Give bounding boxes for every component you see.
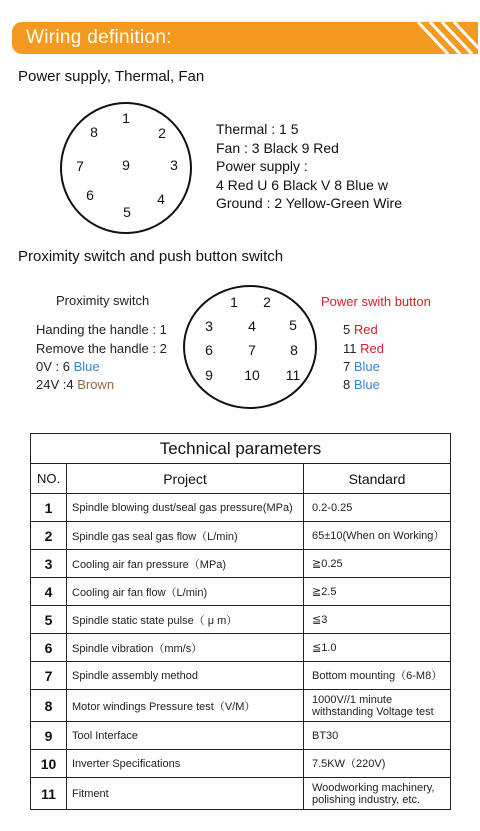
v24-color: Brown (77, 377, 115, 392)
power-button-title: Power swith button (321, 294, 431, 309)
table-header-row (31, 464, 451, 494)
button-item-2-num: 11 (343, 341, 361, 356)
row-no: 1 (31, 494, 67, 522)
row-standard: BT30 (304, 722, 451, 750)
row-standard: 7.5KW（220V) (304, 750, 451, 778)
row-standard: 1000V//1 minute withstanding Voltage test (304, 690, 451, 722)
table-row (31, 634, 451, 662)
row-no: 7 (31, 662, 67, 690)
table-row (31, 550, 451, 578)
pin11-3: 3 (205, 318, 213, 334)
pin11-6: 6 (205, 342, 213, 358)
row-project: Spindle vibration（mm/s） (67, 634, 304, 662)
pin-1: 1 (122, 110, 130, 126)
button-item-2-color: Red (360, 341, 384, 356)
pin11-1: 1 (230, 294, 238, 310)
row-no: 5 (31, 606, 67, 634)
row-standard: ≧0.25 (304, 550, 451, 578)
row-project: Fitment (67, 778, 304, 810)
pin11-4: 4 (248, 318, 256, 334)
thermal-line: Thermal : 1 5 (216, 121, 299, 137)
row-project: Motor windings Pressure test（V/M） (67, 690, 304, 722)
v24-prefix: 24V :4 (36, 377, 78, 392)
ov-prefix: 0V : 6 (36, 359, 74, 374)
pin-2: 2 (158, 125, 166, 141)
button-item-2 (343, 341, 384, 356)
power-supply-line: Power supply : (216, 158, 308, 174)
table-row (31, 522, 451, 550)
row-no: 8 (31, 690, 67, 722)
table-title-row (31, 434, 451, 464)
row-no: 9 (31, 722, 67, 750)
row-project: Spindle gas seal gas flow（L/min) (67, 522, 304, 550)
header-no: NO. (31, 464, 67, 494)
button-item-1-color: Red (353, 322, 378, 337)
row-project: Spindle blowing dust/seal gas pressure(MPa) (67, 494, 304, 522)
table-title: Technical parameters (31, 434, 451, 464)
button-item-4 (343, 377, 380, 392)
row-project: Spindle static state pulse（ μ m） (67, 606, 304, 634)
table-row (31, 750, 451, 778)
pin11-5: 5 (289, 317, 297, 333)
button-item-1 (343, 322, 378, 337)
row-no: 6 (31, 634, 67, 662)
proximity-switch-title: Proximity switch (56, 293, 150, 308)
table-row (31, 690, 451, 722)
pin11-10: 10 (244, 367, 260, 383)
row-no: 10 (31, 750, 67, 778)
table-row (31, 606, 451, 634)
pin11-7: 7 (248, 342, 256, 358)
table-row (31, 778, 451, 810)
header-project: Project (67, 464, 304, 494)
row-standard: 0.2-0.25 (304, 494, 451, 522)
ground-line: Ground : 2 Yellow-Green Wire (216, 195, 402, 211)
row-standard: 65±10(When on Working） (304, 522, 451, 550)
button-item-1-num: 5 (343, 322, 354, 337)
table-row (31, 662, 451, 690)
pin-6: 6 (86, 187, 94, 203)
row-no: 3 (31, 550, 67, 578)
pin-5: 5 (123, 204, 131, 220)
button-item-3 (343, 359, 380, 374)
technical-parameters-table (30, 433, 451, 810)
banner-stripes (408, 22, 478, 54)
button-item-3-num: 7 (343, 359, 354, 374)
row-project: Tool Interface (67, 722, 304, 750)
pin11-11: 11 (285, 367, 301, 383)
power-wires-line: 4 Red U 6 Black V 8 Blue w (216, 176, 388, 193)
row-standard: ≧2.5 (304, 578, 451, 606)
row-standard: ≦3 (304, 606, 451, 634)
v24-line (36, 377, 114, 392)
row-project: Cooling air fan flow（L/min) (67, 578, 304, 606)
section1-info (216, 120, 402, 213)
button-item-4-color: Blue (353, 377, 380, 392)
banner-title: Wiring definition: (26, 27, 172, 48)
handle-line-1: Handing the handle : 1 (36, 322, 167, 337)
header-standard: Standard (304, 464, 451, 494)
handle-line-2: Remove the handle : 2 (36, 341, 167, 356)
table-row (31, 494, 451, 522)
button-item-4-num: 8 (343, 377, 354, 392)
ov-line (36, 359, 100, 374)
row-no: 2 (31, 522, 67, 550)
section2-heading: Proximity switch and push button switch (18, 248, 284, 265)
row-standard: Bottom mounting（6-M8） (304, 662, 451, 690)
row-project: Cooling air fan pressure（MPa) (67, 550, 304, 578)
row-no: 4 (31, 578, 67, 606)
ov-color: Blue (73, 359, 100, 374)
table-row (31, 578, 451, 606)
pin11-8: 8 (290, 342, 298, 358)
pin11-9: 9 (205, 367, 213, 383)
fan-line: Fan : 3 Black 9 Red (216, 139, 339, 156)
button-item-3-color: Blue (353, 359, 380, 374)
row-standard: ≦1.0 (304, 634, 451, 662)
pin-4: 4 (157, 191, 165, 207)
pin-3: 3 (170, 157, 178, 173)
table-row (31, 722, 451, 750)
pin-9: 9 (122, 157, 130, 173)
row-standard: Woodworking machinery, polishing industry, etc. (304, 778, 451, 810)
pin-8: 8 (90, 124, 98, 140)
row-no: 11 (31, 778, 67, 810)
row-project: Inverter Specifications (67, 750, 304, 778)
section1-heading: Power supply, Thermal, Fan (18, 68, 205, 85)
pin11-2: 2 (263, 294, 271, 310)
row-project: Spindle assembly method (67, 662, 304, 690)
pin-7: 7 (76, 158, 84, 174)
